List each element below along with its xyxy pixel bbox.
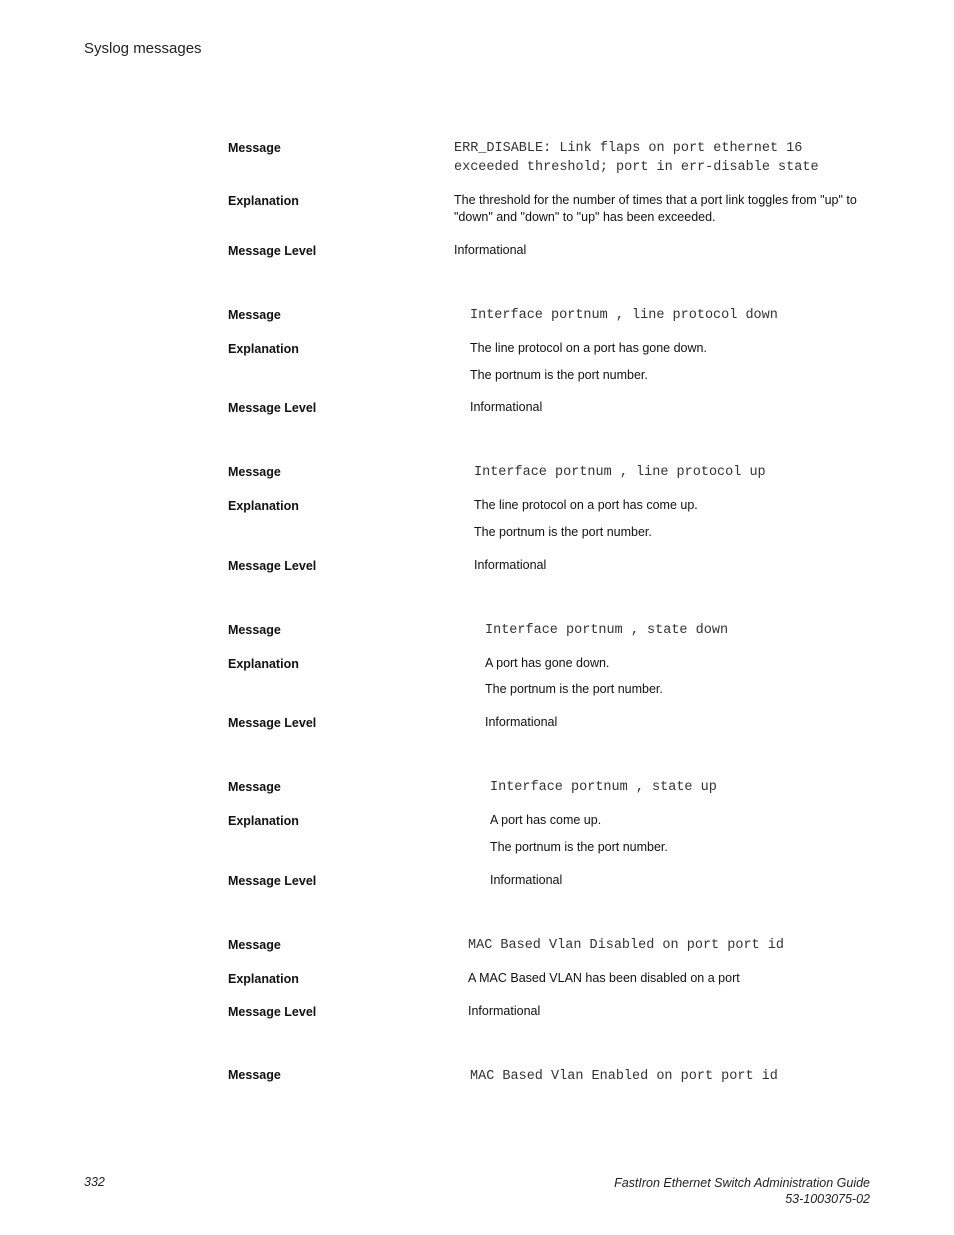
message-level-value: Informational (485, 715, 558, 729)
explanation-text-line: The portnum is the port number. (485, 682, 663, 696)
explanation-text-line: The threshold for the number of times that a port link toggles from "up" to (454, 193, 857, 207)
explanation-label: Explanation (228, 499, 299, 513)
explanation-label: Explanation (228, 814, 299, 828)
message-level-value: Informational (454, 243, 527, 257)
message-label: Message (228, 780, 281, 794)
message-level-value: Informational (490, 873, 563, 887)
footer-doc-number: 53-1003075-02 (785, 1192, 870, 1206)
message-level-label: Message Level (228, 874, 317, 888)
message-label: Message (228, 141, 281, 155)
message-label: Message (228, 1068, 281, 1082)
explanation-text-line: The portnum is the port number. (470, 368, 648, 382)
message-text-line: exceeded threshold; port in err-disable state (454, 160, 819, 175)
message-level-value: Informational (474, 558, 547, 572)
explanation-text-line: The portnum is the port number. (474, 525, 652, 539)
explanation-text-line: "down" and "down" to "up" has been exceeded. (454, 210, 716, 224)
message-text-line: MAC Based Vlan Disabled on port port id (468, 938, 784, 953)
message-label: Message (228, 623, 281, 637)
message-text-line: Interface portnum , line protocol up (474, 465, 766, 480)
explanation-label: Explanation (228, 972, 299, 986)
explanation-text-line: The line protocol on a port has come up. (474, 498, 698, 512)
message-level-value: Informational (468, 1004, 541, 1018)
footer-doc-title: FastIron Ethernet Switch Administration Guide (614, 1176, 870, 1190)
message-text-line: ERR_DISABLE: Link flaps on port ethernet 16 (454, 141, 803, 156)
explanation-label: Explanation (228, 657, 299, 671)
explanation-text-line: A port has come up. (490, 813, 602, 827)
footer-doc-info (614, 1175, 870, 1207)
message-text-line: Interface portnum , state up (490, 780, 717, 795)
message-label: Message (228, 938, 281, 952)
message-label: Message (228, 308, 281, 322)
message-level-label: Message Level (228, 401, 317, 415)
message-label: Message (228, 465, 281, 479)
message-level-label: Message Level (228, 244, 317, 258)
message-level-value: Informational (470, 400, 543, 414)
explanation-text-line: The line protocol on a port has gone down. (470, 341, 707, 355)
message-level-label: Message Level (228, 1005, 317, 1019)
explanation-text-line: A MAC Based VLAN has been disabled on a port (468, 971, 740, 985)
message-text-line: MAC Based Vlan Enabled on port port id (470, 1069, 778, 1084)
running-header: Syslog messages (84, 40, 202, 57)
message-text-line: Interface portnum , line protocol down (470, 308, 778, 323)
message-level-label: Message Level (228, 716, 317, 730)
message-text-line: Interface portnum , state down (485, 623, 729, 638)
explanation-text-line: A port has gone down. (485, 656, 610, 670)
explanation-label: Explanation (228, 194, 299, 208)
explanation-text-line: The portnum is the port number. (490, 840, 668, 854)
explanation-label: Explanation (228, 342, 299, 356)
page-number: 332 (84, 1175, 105, 1189)
message-level-label: Message Level (228, 559, 317, 573)
